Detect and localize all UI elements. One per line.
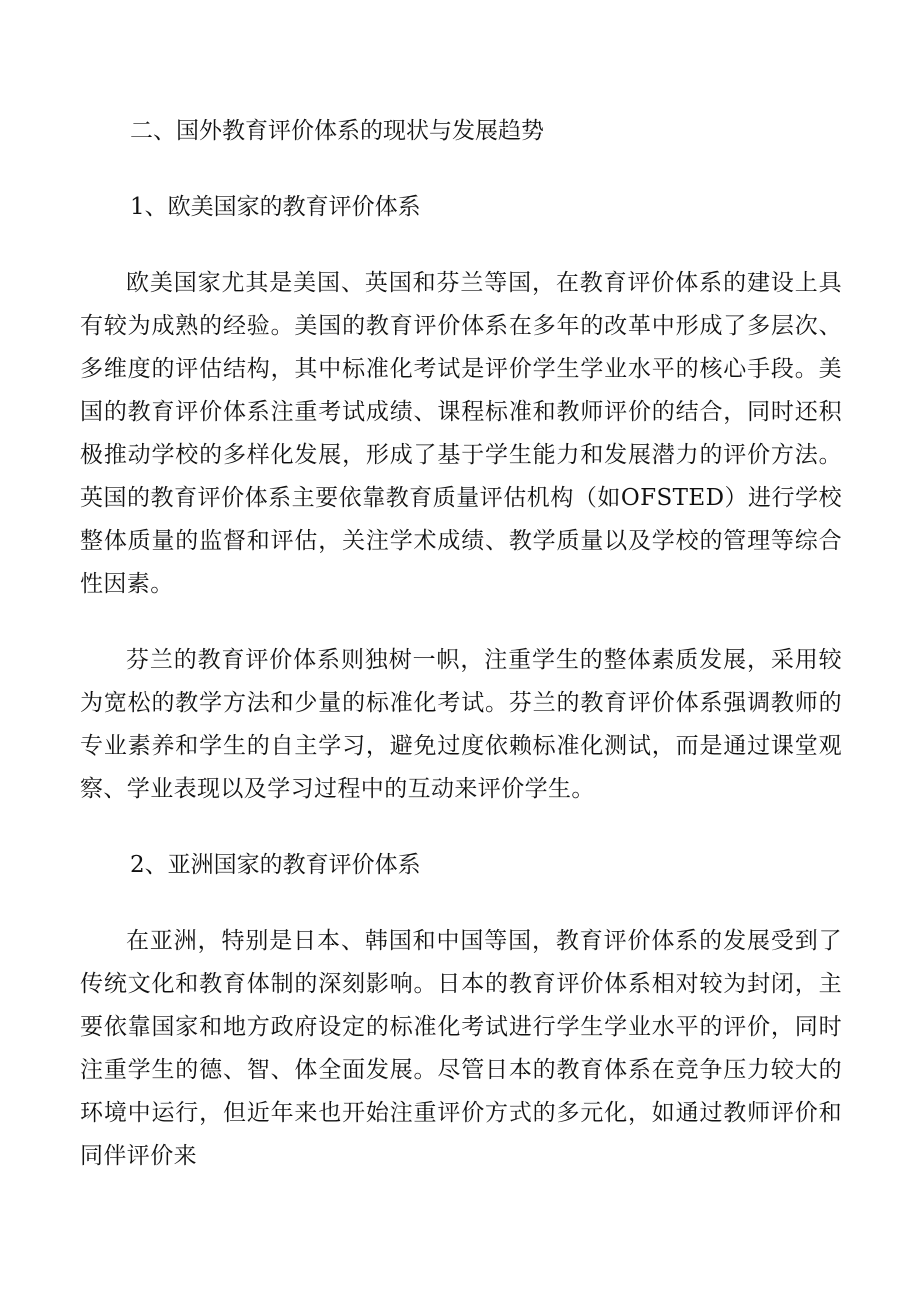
paragraph-finland: 芬兰的教育评价体系则独树一帜，注重学生的整体素质发展，采用较为宽松的教学方法和少量的标准化考试。芬兰的教育评价体系强调教师的专业素养和学生的自主学习，避免过度依赖标准化测试，而是通过课堂观察、学业表现以及学习过程中的互动来评价学生。 <box>80 647 842 802</box>
document-body <box>80 110 842 1178</box>
subsection-title-asia: 2、亚洲国家的教育评价体系 <box>130 852 421 878</box>
section-title: 二、国外教育评价体系的现状与发展趋势 <box>130 118 544 144</box>
subsection-title-europe-america: 1、欧美国家的教育评价体系 <box>130 194 421 220</box>
paragraph-asia: 在亚洲，特别是日本、韩国和中国等国，教育评价体系的发展受到了传统文化和教育体制的深刻影响。日本的教育评价体系相对较为封闭，主要依靠国家和地方政府设定的标准化考试进行学生学业水平的评价，同时注重学生的德、智、体全面发展。尽管日本的教育体系在竞争压力较大的环境中运行，但近年来也开始注重评价方式的多元化，如通过教师评价和同伴评价来 <box>80 928 842 1169</box>
paragraph-europe-america: 欧美国家尤其是美国、英国和芬兰等国，在教育评价体系的建设上具有较为成熟的经验。美国的教育评价体系在多年的改革中形成了多层次、多维度的评估结构，其中标准化考试是评价学生学业水平的核心手段。美国的教育评价体系注重考试成绩、课程标准和教师评价的结合，同时还积极推动学校的多样化发展，形成了基于学生能力和发展潜力的评价方法。英国的教育评价体系主要依靠教育质量评估机构（如OFSTED）进行学校整体质量的监督和评估，关注学术成绩、教学质量以及学校的管理等综合性因素。 <box>80 270 842 597</box>
